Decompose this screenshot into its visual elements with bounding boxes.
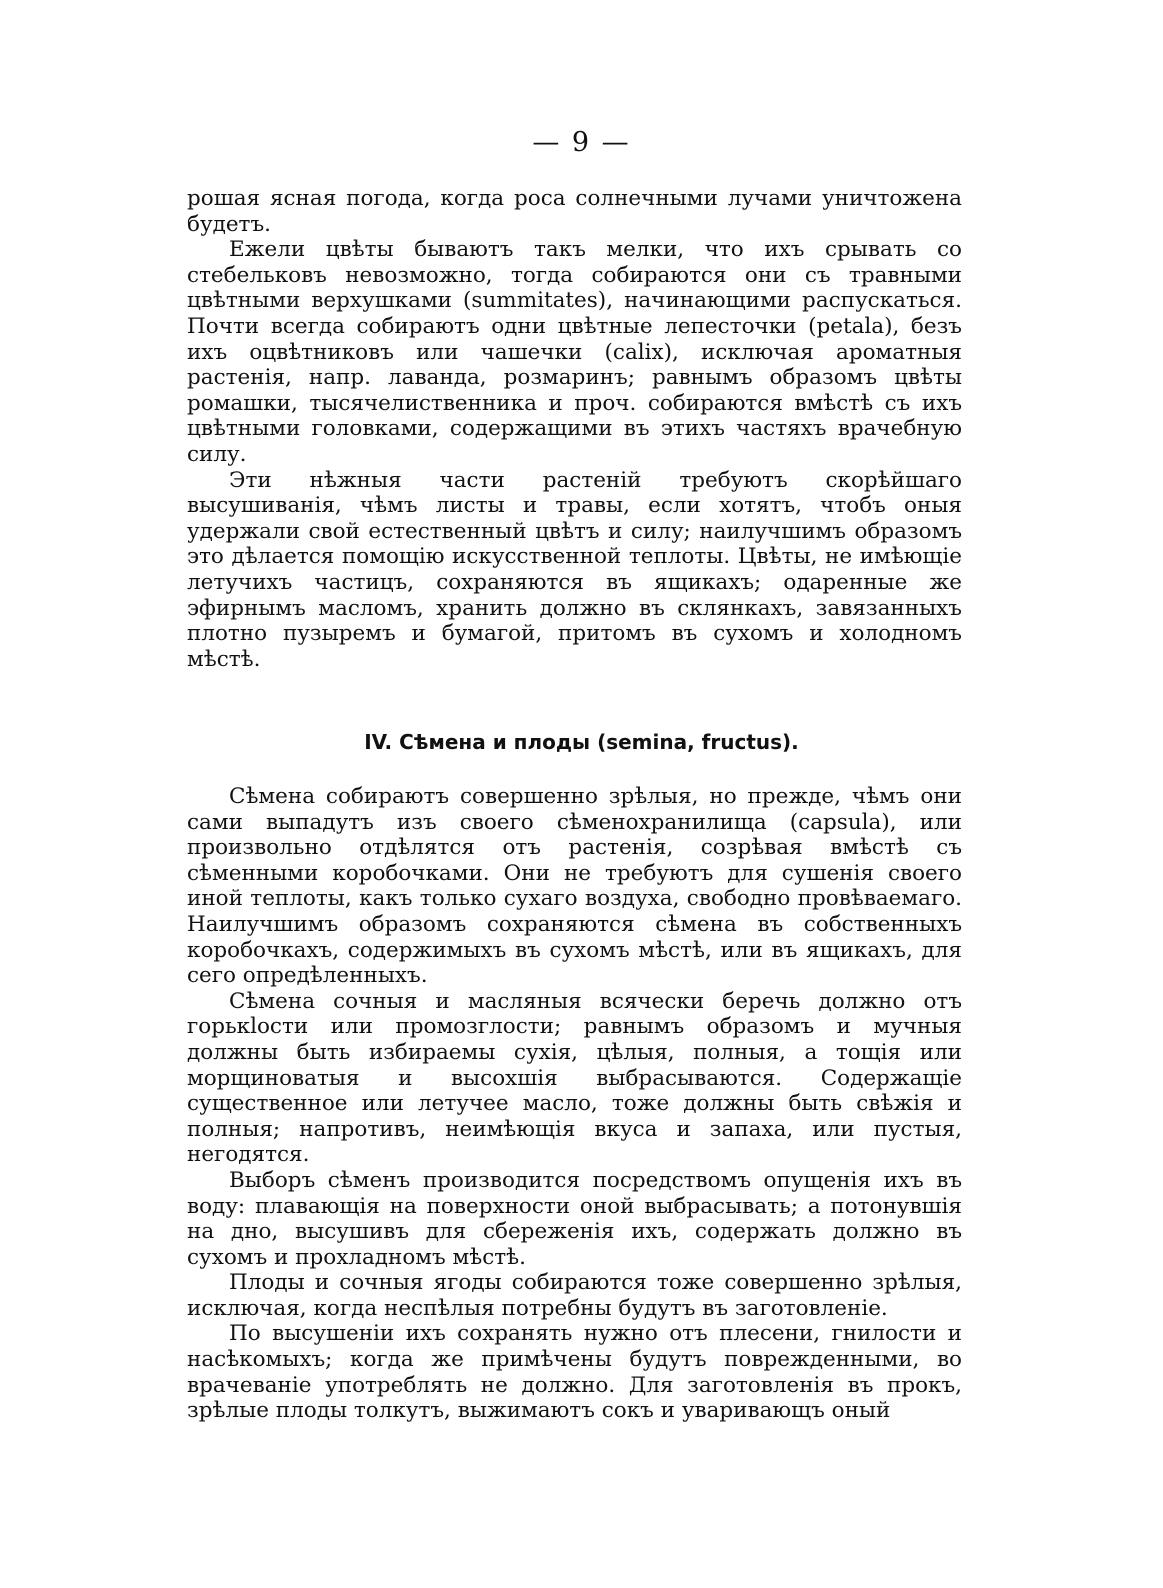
paragraph: Сѣмена сочныя и масляныя всячески беречь должно отъ горькlости или промозглости; равнымъ образомъ и мучныя должны быть избираемы сухія, цѣлыя, полныя, а тощія или морщиноватыя и высохшія выбрасываются. Содержащіе существенное или летучее масло, тоже должны быть свѣжія и полныя; напротивъ, неимѣющія вкуса и запаха, или пустыя, негодятся. (187, 988, 962, 1168)
page-number: — 9 — (532, 127, 631, 158)
paragraph: Выборъ сѣменъ производится посредствомъ опущенія ихъ въ воду: плавающія на поверхности оной выбрасывать; а потонувшія на дно, высушивъ для сбереженія ихъ, содержать должно въ сухомъ и прохладномъ мѣстѣ. (187, 1167, 962, 1270)
section-flowers-text (187, 186, 962, 672)
section-heading: IV. Сѣмена и плоды (semina, fructus). (364, 730, 799, 754)
paragraph: Ежели цвѣты бываютъ такъ мелки, что ихъ срывать со стебельковъ невозможно, тогда собираются они съ травными цвѣтными верхушками (summitates), начинающими распускаться. Почти всегда собираютъ одни цвѣтные лепесточки (petala), безъ ихъ оцвѣтниковъ или чашечки (calix), исключая ароматныя растенія, напр. лаванда, розмаринъ; равнымъ образомъ цвѣты ромашки, тысячелиственника и проч. собираются вмѣстѣ съ ихъ цвѣтными головками, содержащими въ этихъ частяхъ врачебную силу. (187, 237, 962, 467)
paragraph: Сѣмена собираютъ совершенно зрѣлыя, но прежде, чѣмъ они сами выпадутъ изъ своего сѣменохранилища (capsula), или произвольно отдѣлятся отъ растенія, созрѣвая вмѣстѣ съ сѣменными коробочками. Они не требуютъ для сушенія своего иной теплоты, какъ только сухаго воздуха, свободно провѣваемаго. Наилучшимъ образомъ сохраняются сѣмена въ собственныхъ коробочкахъ, содержимыхъ въ сухомъ мѣстѣ, или въ ящикахъ, для сего опредѣленныхъ. (187, 784, 962, 989)
paragraph: Эти нѣжныя части растеній требуютъ скорѣйшаго высушиванія, чѣмъ листы и травы, если хотятъ, чтобъ оныя удержали свой естественный цвѣтъ и силу; наилучшимъ образомъ это дѣлается помощію искусственной теплоты. Цвѣты, не имѣющіе летучихъ частицъ, сохраняются въ ящикахъ; одаренные же эфирнымъ масломъ, хранить должно въ склянкахъ, завязанныхъ плотно пузыремъ и бумагой, притомъ въ сухомъ и холодномъ мѣстѣ. (187, 467, 962, 672)
paragraph: По высушеніи ихъ сохранять нужно отъ плесени, гнилости и насѣкомыхъ; когда же примѣчены будутъ поврежденными, во врачеваніе употреблять не должно. Для заготовленія въ прокъ, зрѣлые плоды толкутъ, выжимаютъ сокъ и уваривающъ оный (187, 1321, 962, 1424)
paragraph: Плоды и сочныя ягоды собираются тоже совершенно зрѣлыя, исключая, когда неспѣлыя потребны будутъ въ заготовленіе. (187, 1270, 962, 1321)
paragraph: рошая ясная погода, когда роса солнечными лучами уничтожена будетъ. (187, 186, 962, 237)
section-seeds-text (187, 784, 962, 1424)
